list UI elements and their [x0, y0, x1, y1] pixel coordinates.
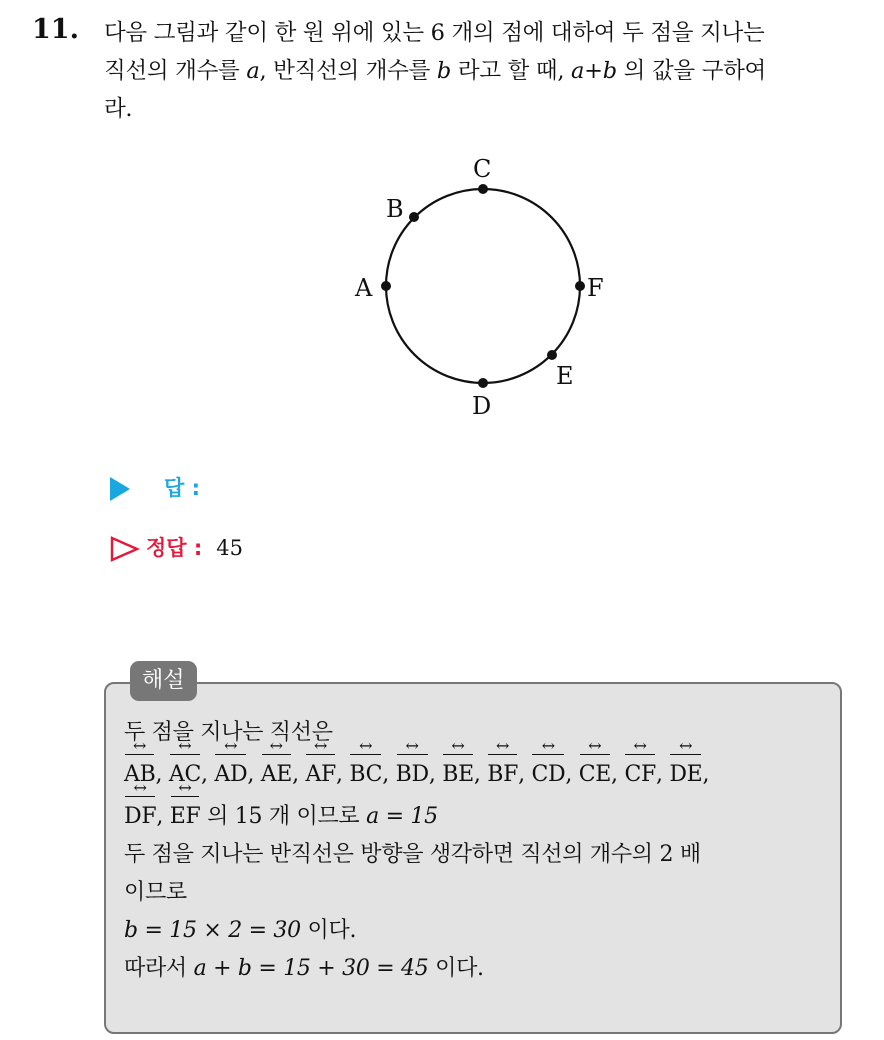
play-filled-icon	[110, 477, 130, 501]
line-symbol-text: BE ↔	[442, 752, 474, 794]
equation-b: b = 15 × 2 = 30	[124, 918, 301, 943]
line-symbol-text: AD ↔	[214, 752, 247, 794]
question-text-segment: 직선의 개수를	[104, 58, 247, 84]
solution-text-segment: 따라서	[124, 956, 194, 981]
correct-answer-value: 45	[216, 536, 244, 560]
line-symbol	[214, 752, 247, 794]
question-line-2	[104, 52, 864, 90]
line-symbol	[579, 752, 611, 794]
solution-line-6	[124, 912, 834, 950]
line-symbol-text: AC ↔	[169, 752, 201, 794]
line-symbol	[349, 752, 382, 794]
solution-line-4: 두 점을 지나는 반직선은 방향을 생각하면 직선의 개수의 2 배	[124, 842, 701, 867]
line-symbol	[170, 794, 201, 836]
play-outline-icon	[110, 536, 140, 562]
line-symbol-text: AF ↔	[305, 752, 336, 794]
solution-line-7	[124, 950, 834, 988]
line-symbol-text: BC ↔	[349, 752, 382, 794]
question-line-1: 다음 그림과 같이 한 원 위에 있는 6 개의 점에 대하여 두 점을 지나는	[104, 20, 765, 46]
line-symbol-text: EF ↔	[170, 794, 201, 836]
label-d: D	[472, 392, 492, 420]
line-symbol-text: CE ↔	[579, 752, 611, 794]
answer-label: 답 :	[164, 476, 200, 500]
solution-line-1: 두 점을 지나는 직선은	[124, 720, 333, 745]
line-symbol	[261, 752, 292, 794]
solution-text-segment: 이다.	[300, 918, 357, 943]
line-symbol-text: DE ↔	[669, 752, 702, 794]
variable-b: b	[436, 58, 452, 84]
solution-lines-row-1: AB ↔, AC ↔, AD ↔, AE ↔, AF ↔, BC ↔, BD ↔, BE ↔, BF ↔, CD ↔, CE ↔, CF ↔, DE ↔,	[124, 752, 834, 794]
label-f: F	[587, 274, 604, 302]
line-symbol-text: CF ↔	[624, 752, 656, 794]
question-text-segment: 의 값을 구하여	[616, 58, 766, 84]
label-c: C	[473, 155, 492, 183]
line-symbol-text: BD ↔	[396, 752, 429, 794]
expression-a-plus-b: a+b	[571, 58, 617, 84]
correct-answer-row	[110, 532, 243, 562]
equation-final: a + b = 15 + 30 = 45	[193, 956, 429, 981]
line-symbol-text: DF ↔	[124, 794, 156, 836]
line-symbol-text: AE ↔	[261, 752, 292, 794]
equation-a: a = 15	[366, 804, 438, 829]
line-symbol	[124, 794, 156, 836]
question-number: 11.	[32, 14, 79, 45]
answer-row	[110, 472, 200, 502]
point-d	[478, 378, 488, 388]
correct-answer-label: 정답 :	[146, 536, 203, 560]
solution-line-5: 이므로	[124, 880, 187, 905]
solution-text-segment: 이다.	[428, 956, 484, 981]
question-text-segment: , 반직선의 개수를	[259, 58, 437, 84]
question-line-3: 라.	[104, 96, 133, 122]
line-symbol	[396, 752, 429, 794]
line-symbol	[531, 752, 565, 794]
solution-text-segment: 의 15 개 이므로	[200, 804, 367, 829]
label-a: A	[355, 274, 373, 302]
line-symbol-text: CD ↔	[531, 752, 565, 794]
variable-a: a	[246, 58, 260, 84]
point-e	[547, 350, 557, 360]
line-symbol	[305, 752, 336, 794]
point-b	[409, 212, 419, 222]
point-a	[381, 281, 391, 291]
question-text-segment: 라고 할 때,	[451, 58, 572, 84]
solution-body	[124, 714, 834, 988]
line-symbol	[669, 752, 702, 794]
line-symbol	[442, 752, 474, 794]
solution-lines-row-2: DF ↔, EF ↔ 의 15 개 이므로 a = 15	[124, 794, 834, 836]
circle-figure	[300, 150, 620, 430]
point-f	[575, 281, 585, 291]
point-c	[478, 184, 488, 194]
label-b: B	[386, 195, 404, 223]
line-symbol	[624, 752, 656, 794]
line-symbol-text: AB ↔	[124, 752, 155, 794]
line-symbol	[487, 752, 518, 794]
line-symbol-text: BF ↔	[487, 752, 518, 794]
solution-tab: 해설	[130, 661, 197, 701]
label-e: E	[556, 362, 574, 390]
question-text	[104, 14, 864, 128]
